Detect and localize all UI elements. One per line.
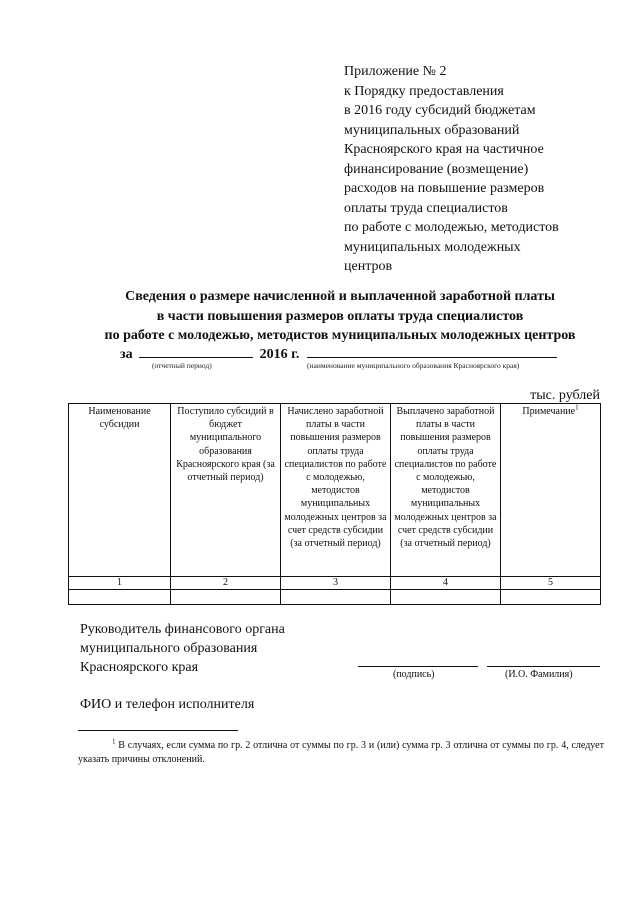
header-note: Примечание: [522, 406, 576, 417]
appendix-line: финансирование (возмещение): [344, 161, 529, 177]
header-note-cell: [501, 404, 601, 577]
signature-line[interactable]: [358, 666, 478, 667]
appendix-line: оплаты труда специалистов: [344, 200, 508, 216]
signature-title-line: муниципального образования: [80, 641, 258, 656]
name-hint: (И.О. Фамилия): [505, 669, 573, 680]
signature-title: [80, 620, 285, 677]
column-number: 2: [171, 577, 281, 590]
column-number: 4: [391, 577, 501, 590]
appendix-line: по работе с молодежью, методистов: [344, 220, 559, 235]
table-number-row: [69, 577, 601, 590]
appendix-line: в 2016 году субсидий бюджетам: [344, 103, 536, 118]
table-cell[interactable]: [69, 590, 171, 605]
table-cell[interactable]: [281, 590, 391, 605]
table-cell[interactable]: [171, 590, 281, 605]
signature-title-line: Руководитель финансового органа: [80, 622, 285, 637]
municipality-hint: (наименование муниципального образования Красноярского края): [307, 361, 520, 370]
appendix-line: муниципальных молодежных: [344, 239, 521, 255]
title-line: Сведения о размере начисленной и выплаченной заработной платы: [125, 289, 555, 304]
report-table: [68, 403, 601, 605]
document-title: [40, 287, 640, 346]
footnote: [78, 739, 604, 766]
period-hint: (отчетный период): [152, 361, 212, 370]
table-header-row: [69, 404, 601, 577]
footnote-mark: 1: [112, 737, 116, 746]
period-blank[interactable]: [139, 344, 253, 358]
executor-label: ФИО и телефон исполнителя: [80, 697, 255, 712]
header-received: Поступило субсидий в бюджет муниципального образования Красноярского края (за отчетный период): [171, 404, 281, 577]
table-row: [69, 590, 601, 605]
column-number: 5: [501, 577, 601, 590]
column-number: 3: [281, 577, 391, 590]
footnote-divider: [78, 730, 238, 731]
period-year: 2016 г.: [259, 347, 300, 362]
appendix-line: к Порядку предоставления: [344, 83, 504, 99]
note-footnote-mark: 1: [575, 403, 579, 412]
signature-title-line: Красноярского края: [80, 660, 199, 675]
municipality-blank[interactable]: [307, 344, 557, 358]
header-subsidy-name: Наименование субсидии: [69, 404, 171, 577]
header-paid: Выплачено заработной платы в части повышения размеров оплаты труда специалистов по работе с молодежью, методистов муниципальных молодежных центров за счет средств субсидии (за отчетный период): [391, 404, 501, 577]
header-accrued: Начислено заработной платы в части повышения размеров оплаты труда специалистов по работе с молодежью, методистов муниципальных молодежных центров за счет средств субсидии (за отчетный период): [281, 404, 391, 577]
table-cell[interactable]: [391, 590, 501, 605]
title-line: в части повышения размеров оплаты труда специалистов: [156, 308, 524, 324]
signature-hint: (подпись): [393, 669, 435, 680]
period-prefix: за: [120, 347, 133, 362]
units-label: тыс. рублей: [530, 388, 600, 403]
appendix-line: центров: [344, 259, 393, 274]
column-number: 1: [69, 577, 171, 590]
appendix-line: муниципальных образований: [344, 122, 520, 138]
appendix-line: расходов на повышение размеров: [344, 181, 545, 196]
name-line[interactable]: [487, 666, 600, 667]
appendix-line: Приложение № 2: [344, 64, 447, 79]
title-line: по работе с молодежью, методистов муниципальных молодежных центров: [104, 328, 576, 343]
table-cell[interactable]: [501, 590, 601, 605]
footnote-text: В случаях, если сумма по гр. 2 отлична от суммы по гр. 3 и (или) сумма гр. 3 отлична от суммы по гр. 4, следует указать причины отклонений.: [78, 740, 604, 765]
appendix-reference: [344, 62, 614, 277]
appendix-line: Красноярского края на частичное: [344, 142, 544, 157]
